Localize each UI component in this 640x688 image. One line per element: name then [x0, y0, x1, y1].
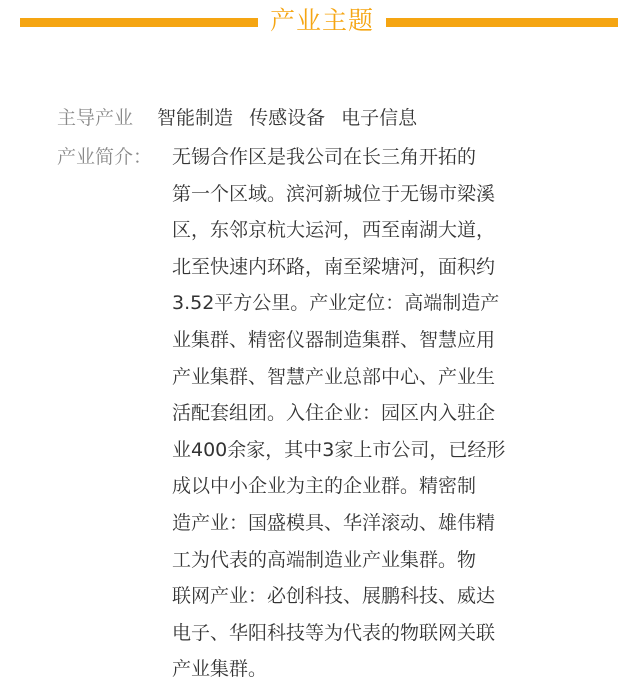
intro-line: 业集群、精密仪器制造集群、智慧应用: [172, 328, 496, 351]
intro-line: 无锡合作区是我公司在长三角开拓的: [172, 146, 477, 168]
intro-line: 业400余家，其中3家上市公司，已经形: [172, 438, 506, 461]
intro-label: 产业简介：: [57, 146, 153, 168]
main-industry-item: 智能制造: [157, 107, 234, 129]
intro-line: 造产业：国盛模具、华洋滚动、雄伟精: [172, 511, 496, 534]
header-rule-left: [20, 18, 258, 27]
main-industry-values: [157, 100, 427, 136]
intro-line: 区，东邻京杭大运河，西至南湖大道，: [172, 219, 496, 242]
intro-line: 电子、华阳科技等为代表的物联网关联: [172, 621, 496, 644]
intro-line: 成以中小企业为主的企业群。精密制: [172, 475, 477, 498]
intro-line: 3.52平方公里。产业定位：高端制造产: [172, 292, 500, 315]
intro-line: 产业集群、智慧产业总部中心、产业生: [172, 365, 496, 388]
intro-line: 工为代表的高端制造业产业集群。物: [172, 548, 477, 571]
intro-line: 北至快速内环路，南至梁塘河，面积约: [172, 255, 496, 278]
section-header: [0, 0, 640, 50]
section-title: 产业主题: [269, 6, 374, 35]
main-industry-item: 传感设备: [249, 107, 326, 129]
main-industry-item: 电子信息: [341, 107, 418, 129]
header-rule-right: [386, 18, 618, 27]
intro-line: 产业集群。: [172, 658, 268, 681]
intro-line: 第一个区域。滨河新城位于无锡市梁溪: [172, 182, 496, 205]
intro-line: 联网产业：必创科技、展鹏科技、威达: [172, 585, 496, 608]
intro-paragraph: [172, 139, 544, 688]
intro-line: 活配套组团。入住企业：园区内入驻企: [172, 402, 496, 425]
main-industry-label: 主导产业: [57, 107, 134, 129]
